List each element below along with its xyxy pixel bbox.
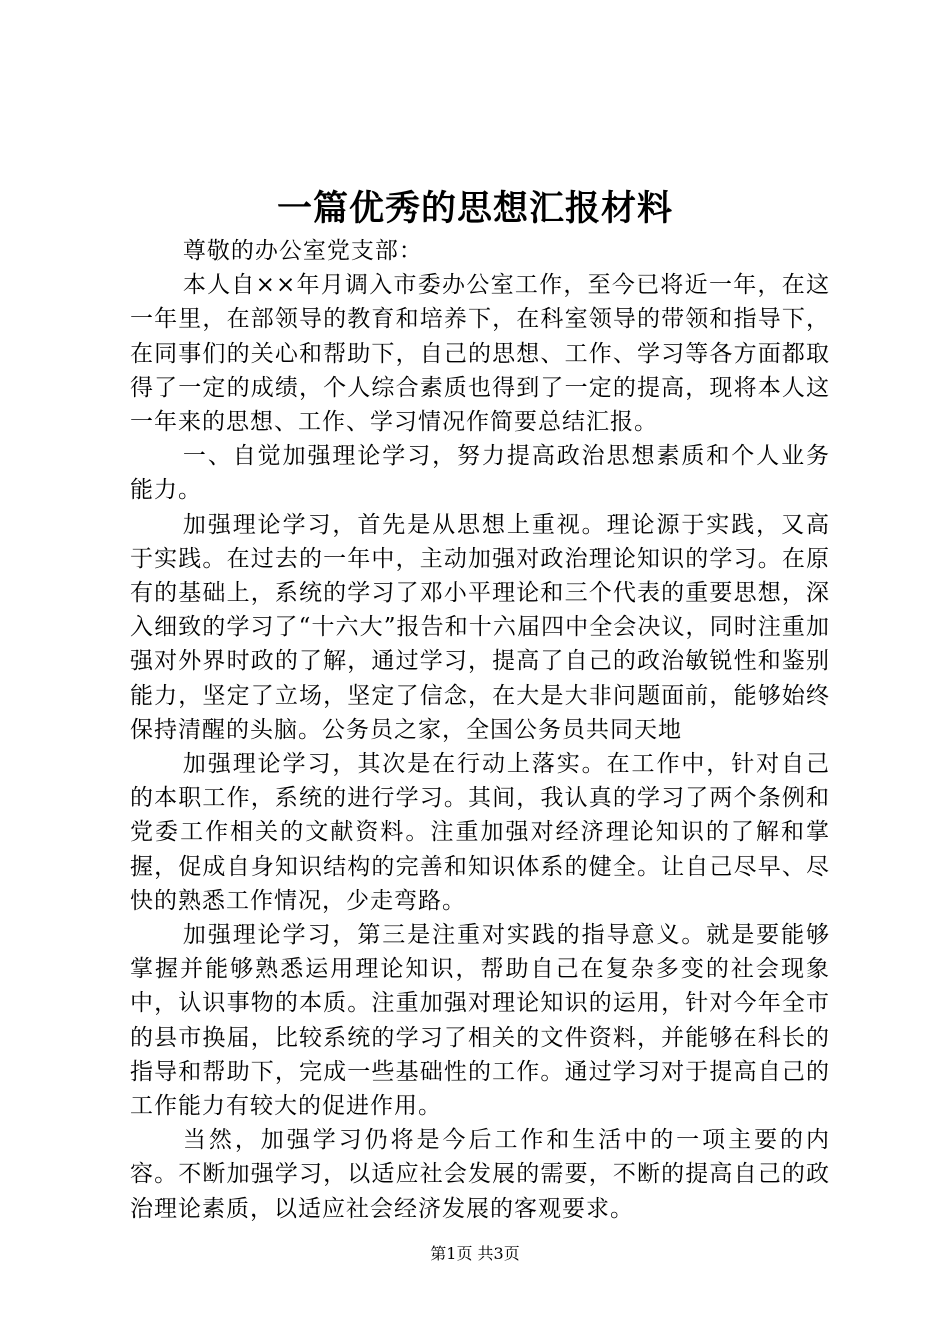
section-heading-1: 一、自觉加强理论学习，努力提高政治思想素质和个人业务能力。 <box>130 443 830 504</box>
paragraph-practice: 加强理论学习，第三是注重对实践的指导意义。就是要能够掌握并能够熟悉运用理论知识，帮助自己在复杂多变的社会现象中，认识事物的本质。注重加强对理论知识的运用，针对今年全市的县市换届，比较系统的学习了相关的文件资料，并能够在科长的指导和帮助下，完成一些基础性的工作。通过学习对于提高自己的工作能力有较大的促进作用。 <box>130 922 830 1120</box>
paragraph-conclusion: 当然，加强学习仍将是今后工作和生活中的一项主要的内容。不断加强学习，以适应社会发展的需要，不断的提高自己的政治理论素质，以适应社会经济发展的客观要求。 <box>130 1127 830 1222</box>
salutation: 尊敬的办公室党支部： <box>182 238 423 264</box>
paragraph-intro: 本人自××年月调入市委办公室工作，至今已将近一年，在这一年里，在部领导的教育和培养下，在科室领导的带领和指导下，在同事们的关心和帮助下，自己的思想、工作、学习等各方面都取得了一定的成绩，个人综合素质也得到了一定的提高，现将本人这一年来的思想、工作、学习情况作简要总结汇报。 <box>130 272 830 436</box>
document-title: 一篇优秀的思想汇报材料 <box>276 188 673 229</box>
page-number-footer: 第1页 共3页 <box>430 1244 520 1263</box>
document-body <box>130 234 830 1226</box>
paragraph-ideology: 加强理论学习，首先是从思想上重视。理论源于实践，又高于实践。在过去的一年中，主动加强对政治理论知识的学习。在原有的基础上，系统的学习了邓小平理论和三个代表的重要思想，深入细致的学习了“十六大”报告和十六届四中全会决议，同时注重加强对外界时政的了解，通过学习，提高了自己的政治敏锐性和鉴别能力，坚定了立场，坚定了信念，在大是大非问题面前，能够始终保持清醒的头脑。公务员之家，全国公务员共同天地 <box>130 511 830 743</box>
paragraph-action: 加强理论学习，其次是在行动上落实。在工作中，针对自己的本职工作，系统的进行学习。其间，我认真的学习了两个条例和党委工作相关的文献资料。注重加强对经济理论知识的了解和掌握，促成自身知识结构的完善和知识体系的健全。让自己尽早、尽快的熟悉工作情况，少走弯路。 <box>130 751 830 914</box>
